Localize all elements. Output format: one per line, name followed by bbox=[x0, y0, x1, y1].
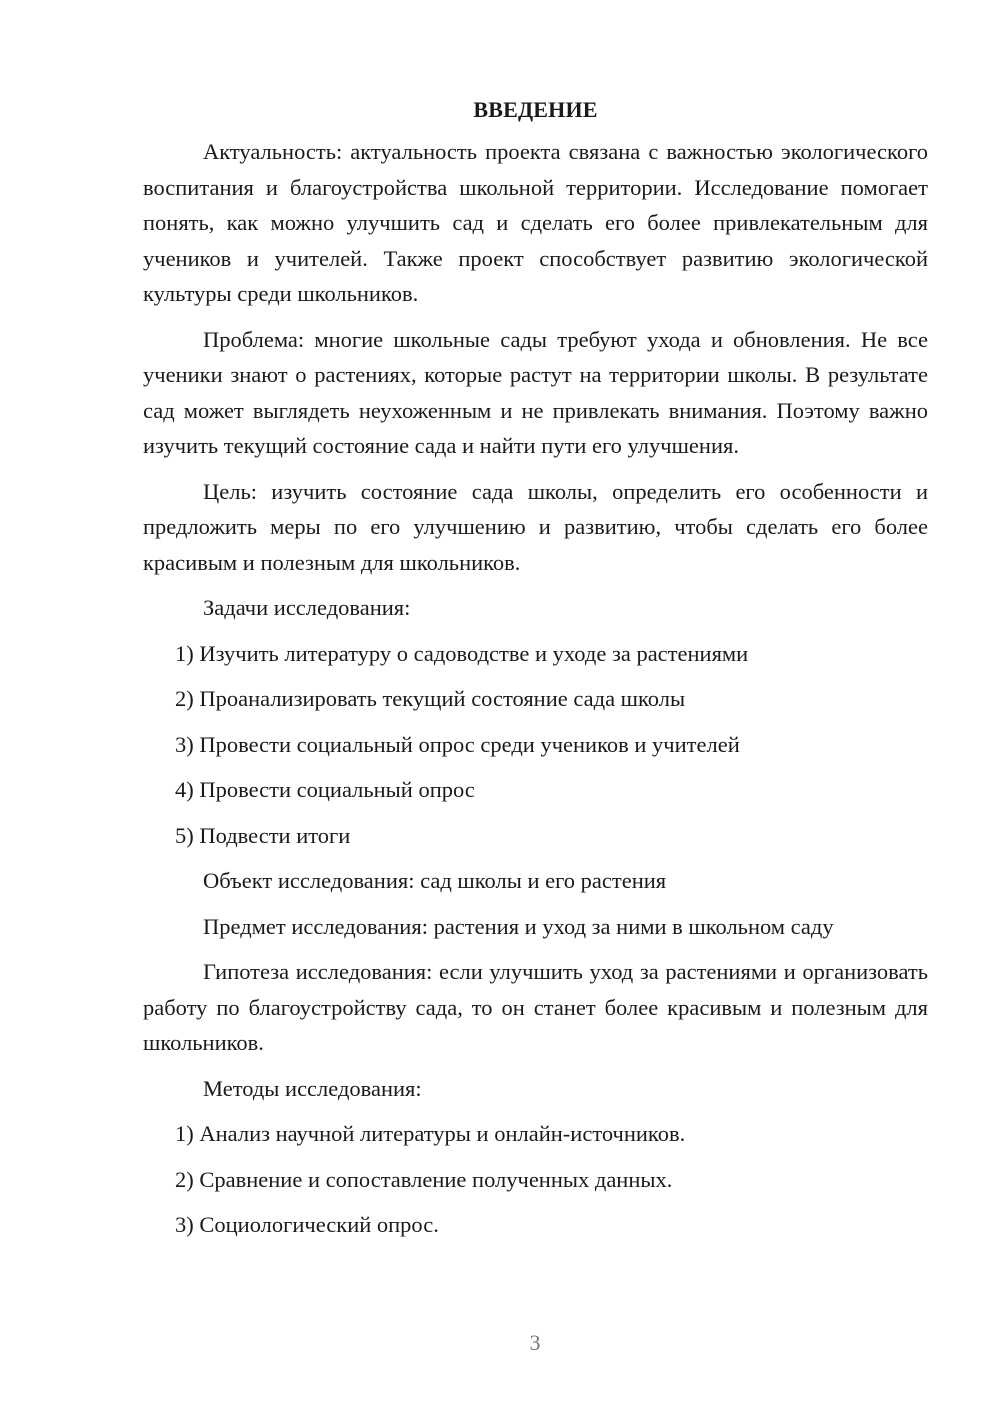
section-title: ВВЕДЕНИЕ bbox=[473, 97, 598, 122]
goal-paragraph: Цель: изучить состояние сада школы, определить его особенности и предложить меры по его улучшению и развитию, чтобы сделать его более красивым и полезным для школьников. bbox=[143, 478, 928, 575]
task-item-2: 2) Проанализировать текущий состояние сада школы bbox=[175, 686, 686, 711]
problem-paragraph: Проблема: многие школьные сады требуют ухода и обновления. Не все ученики знают о растениях, которые растут на территории школы. В результате сад может выглядеть неухоженным и не привлекать внимания. Поэтому важно изучить текущий состояние сада и найти пути его улучшения. bbox=[143, 326, 928, 458]
task-item-1: 1) Изучить литературу о садоводстве и уходе за растениями bbox=[175, 640, 749, 666]
method-item-3: 3) Социологический опрос. bbox=[175, 1212, 439, 1237]
hypothesis-paragraph: Гипотеза исследования: если улучшить уход за растениями и организовать работу по благоустройству сада, то он станет более красивым и полезным для школьников. bbox=[143, 959, 928, 1055]
object-line: Объект исследования: сад школы и его растения bbox=[203, 868, 667, 893]
page-content bbox=[143, 92, 928, 1253]
methods-heading: Методы исследования: bbox=[203, 1075, 422, 1101]
method-item-1: 1) Анализ научной литературы и онлайн-источников. bbox=[175, 1121, 686, 1146]
method-item-2: 2) Сравнение и сопоставление полученных данных. bbox=[175, 1166, 673, 1192]
task-item-3: 3) Провести социальный опрос среди учеников и учителей bbox=[175, 731, 740, 757]
task-item-4: 4) Провести социальный опрос bbox=[175, 777, 475, 802]
page-number: 3 bbox=[529, 1330, 541, 1355]
relevance-paragraph: Актуальность: актуальность проекта связана с важностью экологического воспитания и благоустройства школьной территории. Исследование помогает понять, как можно улучшить сад и сделать его более привлекательным для учеников и учителей. Также проект способствует развитию экологической культуры среди школьников. bbox=[143, 139, 928, 306]
tasks-heading: Задачи исследования: bbox=[203, 595, 411, 620]
subject-line: Предмет исследования: растения и уход за ними в школьном саду bbox=[203, 913, 834, 939]
task-item-5: 5) Подвести итоги bbox=[175, 822, 351, 848]
